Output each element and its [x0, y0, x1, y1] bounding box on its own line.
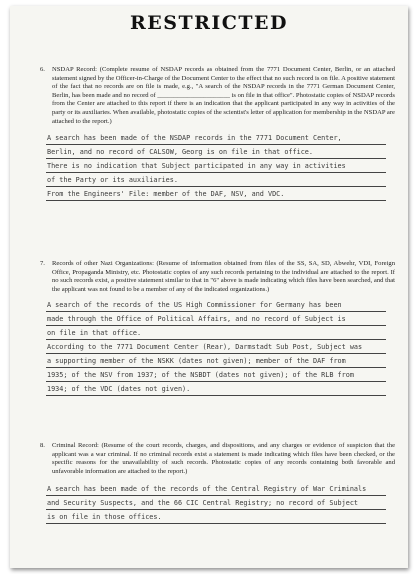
section-answer — [46, 482, 386, 524]
section-number: 8. — [40, 442, 45, 449]
answer-line: is on file in those offices. — [46, 510, 386, 524]
answer-line: A search of the records of the US High Commissioner for Germany has been — [46, 298, 386, 312]
answer-line: a supporting member of the NSKK (dates not given); member of the DAF from — [46, 354, 386, 368]
answer-line: Berlin, and no record of CALSOW, Georg is on file in that office. — [46, 145, 386, 159]
section-nsdap-record — [40, 66, 395, 201]
answer-line: of the Party or its auxiliaries. — [46, 173, 386, 187]
answer-line: There is no indication that Subject participated in any way in activities — [46, 159, 386, 173]
section-prompt: Criminal Record: (Resume of the court records, charges, and dispositions, and any charges or evidence of suspicion that the applicant was a war criminal. If no criminal records exist a statement is made indicating which files have been checked, or the specific reasons for the unavailability of such records. Photostatic copies of any records containing both favorable and unfavorable information are attached to the report.) — [52, 442, 395, 475]
answer-line: A search has been made of the NSDAP records in the 7771 Document Center, — [46, 131, 386, 145]
answer-line: From the Engineers' File: member of the DAF, NSV, and VDC. — [46, 187, 386, 201]
section-number: 7. — [40, 260, 45, 267]
section-answer — [46, 131, 386, 201]
answer-line: and Security Suspects, and the 66 CIC Central Registry; no record of Subject — [46, 496, 386, 510]
section-prompt: NSDAP Record: (Complete resume of NSDAP records as obtained from the 7771 Document Center, Berlin, or an attached statement signed by the Officer-in-Charge of the Document Center to the effect that no such record is on file. A positive statement of the fact that no records are on file is made, e.g., "A search of the NSDAP records in the 7771 German Document Center, Berlin, has been made and no record of ______________________ is on file in that office". Photostatic copies of NSDAP records from the Center are attached to this report if there is an indication that the applicant participated in any way in activities of the party or its auxiliaries. When available, photostatic copies of the scientist's letter of application for membership in the NSDAP are attached to the report.) — [52, 66, 395, 125]
section-number: 6. — [40, 66, 45, 73]
section-other-nazi-organizations — [40, 260, 395, 396]
section-prompt: Records of other Nazi Organizations: (Resume of information obtained from files of the SS, SA, SD, Abwehr, VDI, Foreign Office, Propaganda Ministry, etc. Photostatic copies of any such records pertaining to the individual are attached to the report. If no such records exist, a positive statement similar to that in "6" above is made indicating which files have been searched, and that the applicant was not found to be a member of any of the indicated organizations.) — [52, 260, 395, 293]
page-title: RESTRICTED — [129, 12, 289, 34]
answer-line: A search has been made of the records of the Central Registry of War Criminals — [46, 482, 386, 496]
answer-line: 1934; of the VDC (dates not given). — [46, 382, 386, 396]
answer-line: 1935; of the NSV from 1937; of the NSBDT (dates not given); of the RLB from — [46, 368, 386, 382]
answer-line: made through the Office of Political Affairs, and no record of Subject is — [46, 312, 386, 326]
section-criminal-record — [40, 442, 395, 524]
answer-line: on file in that office. — [46, 326, 386, 340]
document-page — [10, 6, 408, 568]
answer-line: According to the 7771 Document Center (Rear), Darmstadt Sub Post, Subject was — [46, 340, 386, 354]
section-answer — [46, 298, 386, 396]
